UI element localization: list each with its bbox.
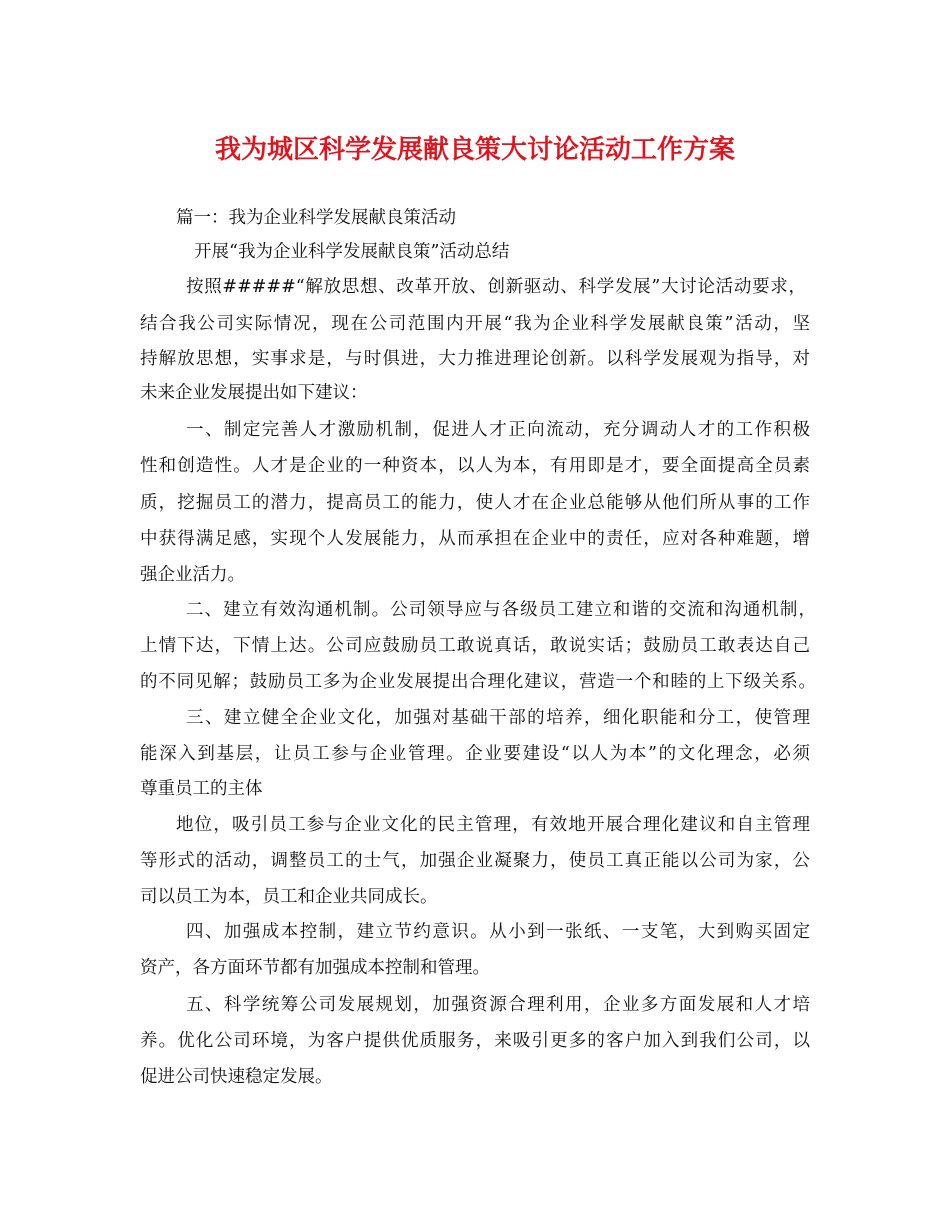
text-line: 地位，吸引员工参与企业文化的民主管理，有效地开展合理化建议和自主管理 [176, 815, 810, 835]
text-line: 资产，各方面环节都有加强成本控制和管理。 [140, 958, 490, 978]
text-line: 能深入到基层，让员工参与企业管理。企业要建设“以人为本”的文化理念，必须 [140, 744, 810, 764]
text-line: 未来企业发展提出如下建议： [140, 383, 368, 403]
text-line: 开展“我为企业科学发展献良策”活动总结 [194, 242, 510, 262]
text-line: 养。优化公司环境，为客户提供优质服务，来吸引更多的客户加入到我们公司，以 [140, 1031, 810, 1051]
text-line: 质，挖掘员工的潜力，提高员工的能力，使人才在企业总能够从他们所从事的工作 [140, 493, 810, 513]
text-line: 中获得满足感，实现个人发展能力，从而承担在企业中的责任，应对各种难题，增 [140, 529, 810, 549]
text-line: 上情下达，下情上达。公司应鼓励员工敢说真话，敢说实话；鼓励员工敢表达自己 [140, 636, 810, 656]
document-title: 我为城区科学发展献良策大讨论活动工作方案 [214, 135, 735, 165]
text-line: 篇一：我为企业科学发展献良策活动 [176, 208, 456, 228]
text-line: 一、制定完善人才激励机制，促进人才正向流动，充分调动人才的工作积极 [186, 420, 810, 440]
text-line: 促进公司快速稳定发展。 [140, 1067, 333, 1087]
text-line: 强企业活力。 [140, 565, 245, 585]
text-line: 结合我公司实际情况，现在公司范围内开展“我为企业科学发展献良策”活动，坚 [140, 314, 810, 334]
text-line: 的不同见解；鼓励员工多为企业发展提出合理化建议，营造一个和睦的上下级关系。 [140, 672, 816, 692]
text-line: 三、建立健全企业文化，加强对基础干部的培养，细化职能和分工，使管理 [186, 708, 810, 728]
text-line: 尊重员工的主体 [140, 779, 263, 799]
text-line: 持解放思想，实事求是，与时俱进，大力推进理论创新。以科学发展观为指导，对 [140, 349, 810, 369]
text-line: 司以员工为本，员工和企业共同成长。 [140, 887, 438, 907]
text-line: 二、建立有效沟通机制。公司领导应与各级员工建立和谐的交流和沟通机制， [186, 600, 816, 620]
text-line: 性和创造性。人才是企业的一种资本，以人为本，有用即是才，要全面提高全员素 [140, 456, 810, 476]
text-line: 按照#####“解放思想、改革开放、创新驱动、科学发展”大讨论活动要求， [186, 277, 806, 297]
text-line: 四、加强成本控制，建立节约意识。从小到一张纸、一支笔，大到购买固定 [186, 922, 810, 942]
text-line: 五、科学统筹公司发展规划，加强资源合理利用，企业多方面发展和人才培 [186, 995, 810, 1015]
text-line: 等形式的活动，调整员工的士气，加强企业凝聚力，使员工真正能以公司为家，公 [140, 851, 810, 871]
